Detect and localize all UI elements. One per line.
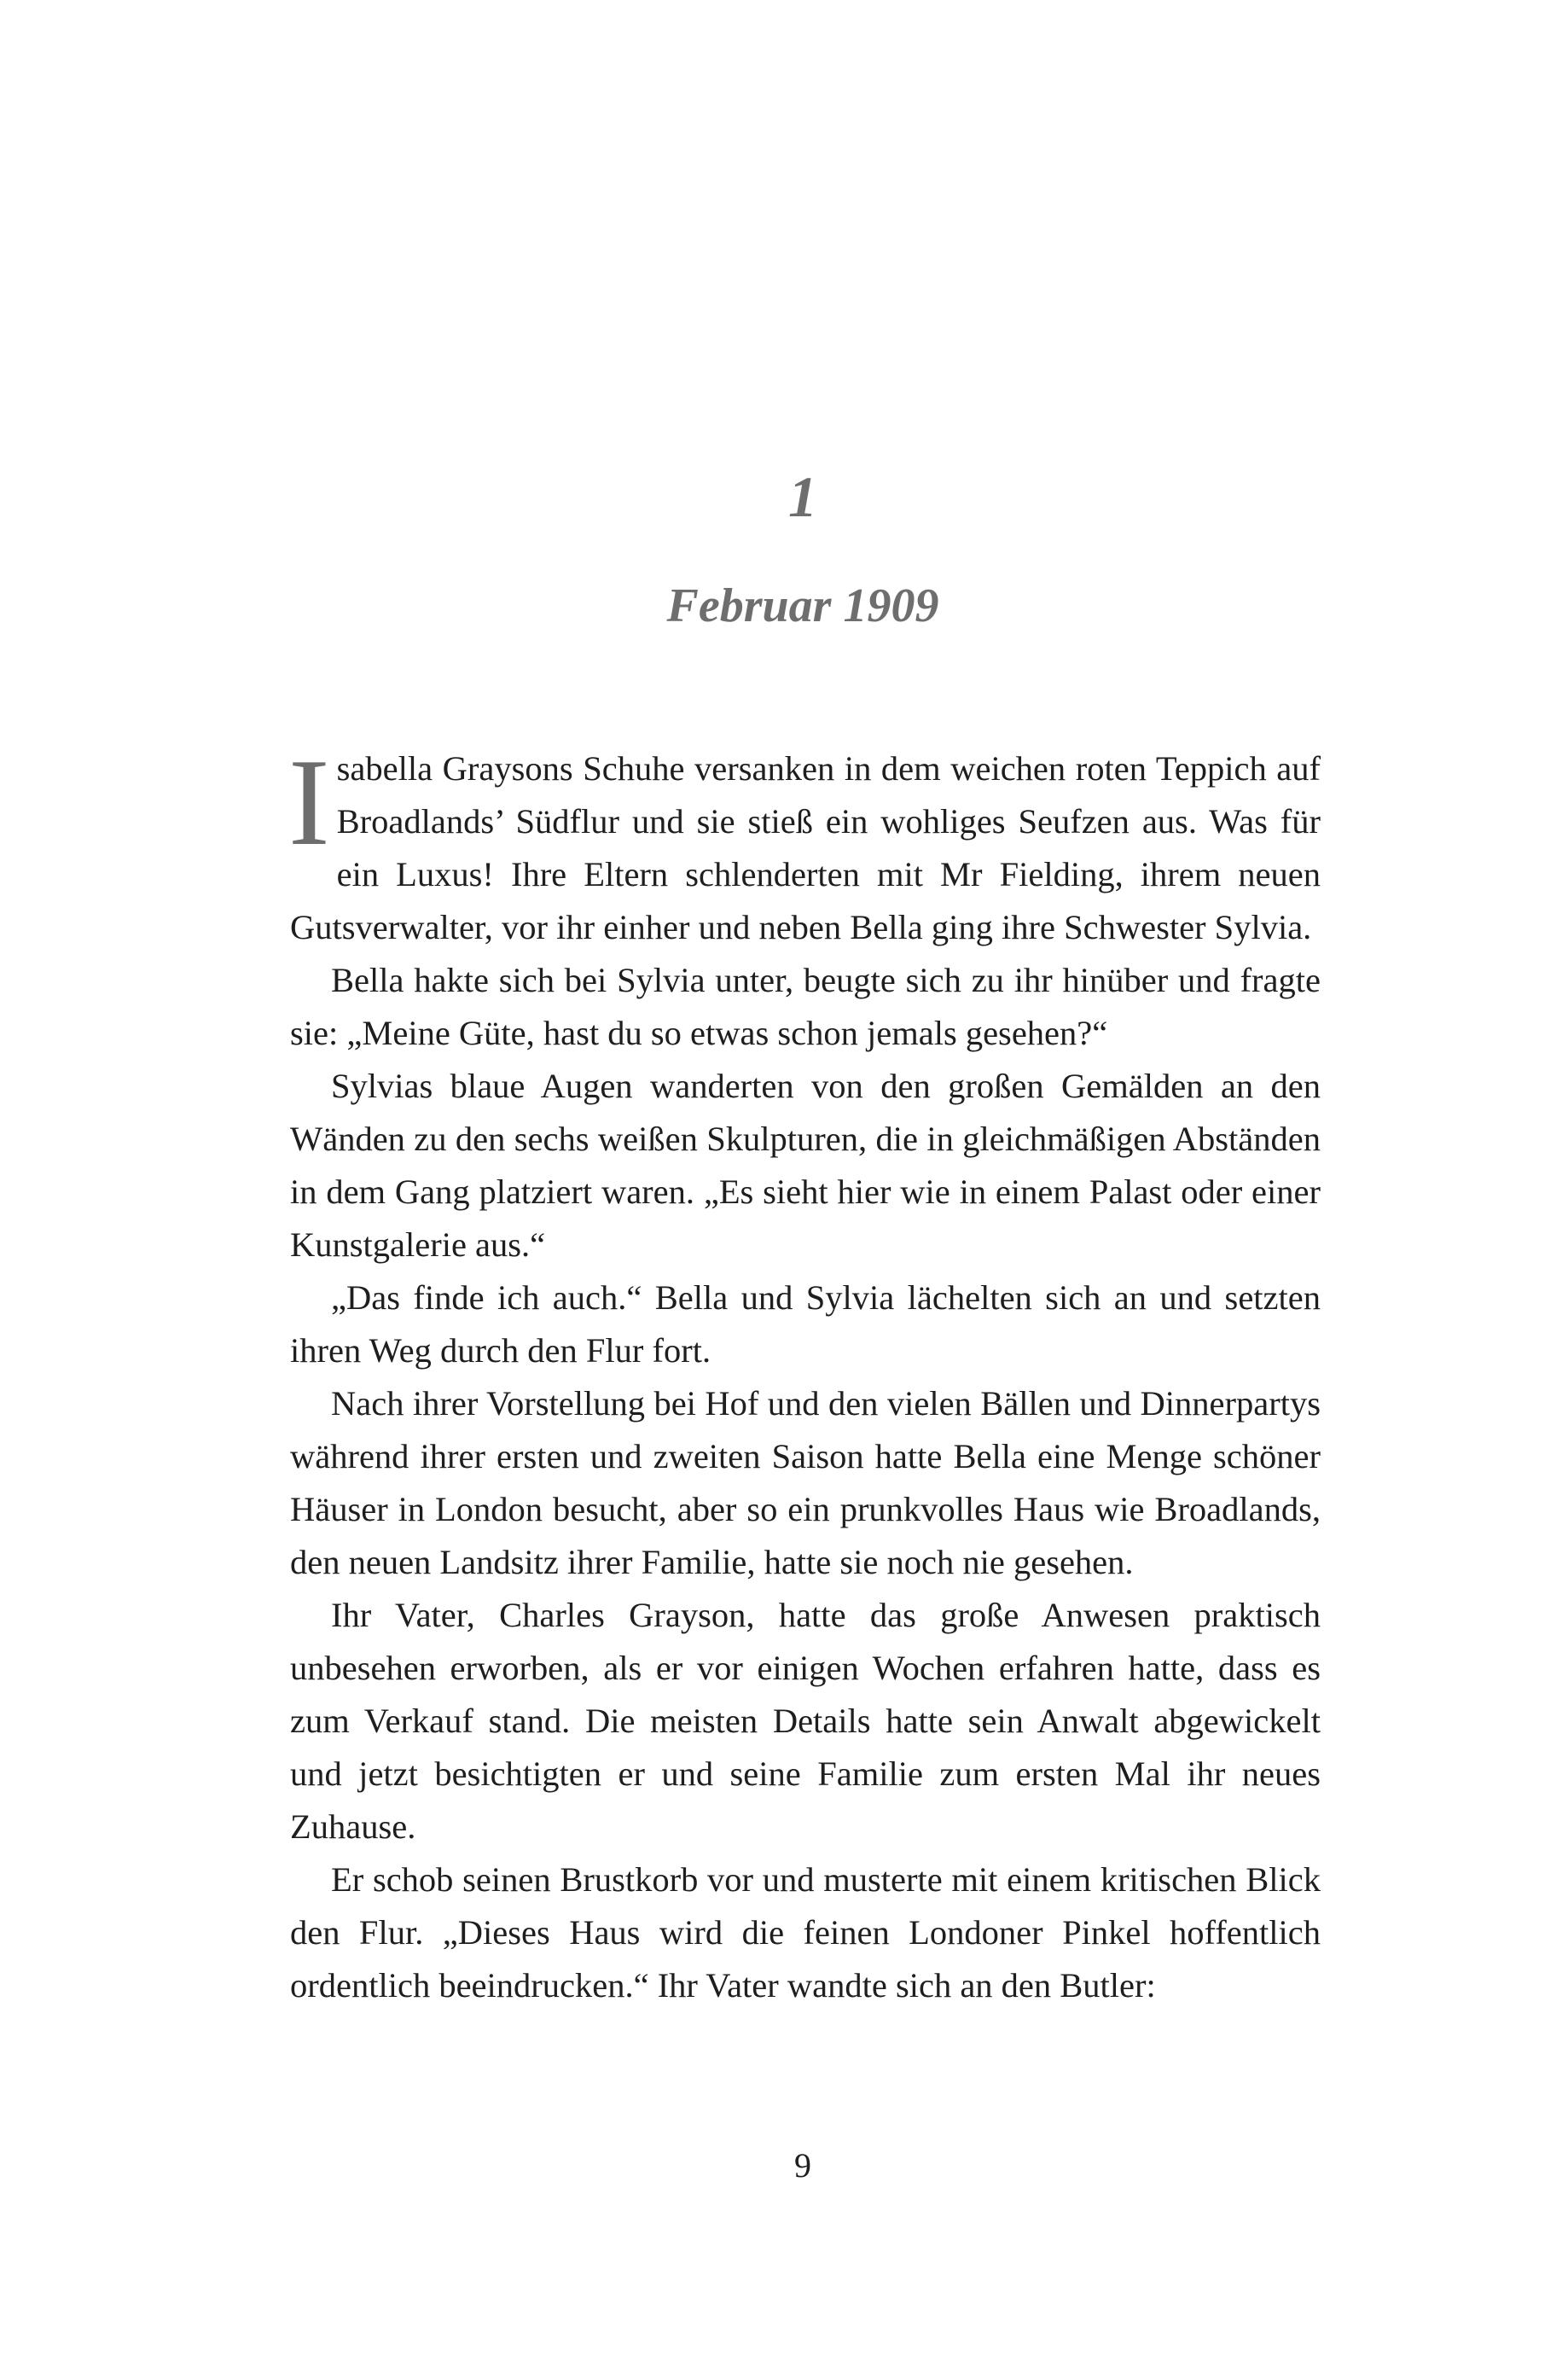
chapter-date: Februar 1909 (666, 579, 939, 632)
paragraph (288, 733, 1321, 954)
paragraph: Nach ihrer Vorstellung bei Hof und den vielen Bällen und Dinnerpartys während ihrer ersten und zweiten Saison hatte Bella eine Menge schöner Häuser in London besucht, aber so ein prunkvolles Haus wie Broadlands, den neuen Landsitz ihrer Familie, hatte sie noch nie gesehen. (290, 1384, 1321, 1581)
paragraph: Sylvias blaue Augen wanderten von den großen Gemälden an den Wänden zu den sechs weißen Skulpturen, die in gleichmäßigen Abständen in dem Gang platziert waren. „Es sieht hier wie in einem Palast oder einer Kunstgalerie aus.“ (290, 1067, 1321, 1264)
drop-cap: I (288, 733, 330, 871)
body-text (288, 733, 1321, 2012)
page-number: 9 (794, 2146, 811, 2185)
paragraph: Bella hakte sich bei Sylvia unter, beugte sich zu ihr hinüber und fragte sie: „Meine Güte, hast du so etwas schon jemals gesehen?“ (290, 961, 1321, 1052)
chapter-number: 1 (788, 464, 817, 529)
paragraph-text: sabella Graysons Schuhe versanken in dem weichen roten Teppich auf Broadlands’ Südflur und sie stieß ein wohliges Seufzen aus. Was für ein Luxus! Ihre Eltern schlenderten mit Mr Fielding, ihrem neuen Gutsverwalter, vor ihr einher und neben Bella ging ihre Schwester Sylvia. (290, 749, 1321, 946)
paragraph: Er schob seinen Brustkorb vor und musterte mit einem kritischen Blick den Flur. „Dieses Haus wird die feinen Londoner Pinkel hoffentlich ordentlich beeindrucken.“ Ihr Vater wandte sich an den Butler: (290, 1860, 1321, 2005)
paragraph: „Das finde ich auch.“ Bella und Sylvia lächelten sich an und setzten ihren Weg durch den Flur fort. (290, 1278, 1321, 1370)
paragraph: Ihr Vater, Charles Grayson, hatte das große Anwesen praktisch unbesehen erworben, als er vor einigen Wochen erfahren hatte, dass es zum Verkauf stand. Die meisten Details hatte sein Anwalt abgewickelt und jetzt besichtigten er und seine Familie zum ersten Mal ihr neues Zuhause. (290, 1596, 1321, 1846)
